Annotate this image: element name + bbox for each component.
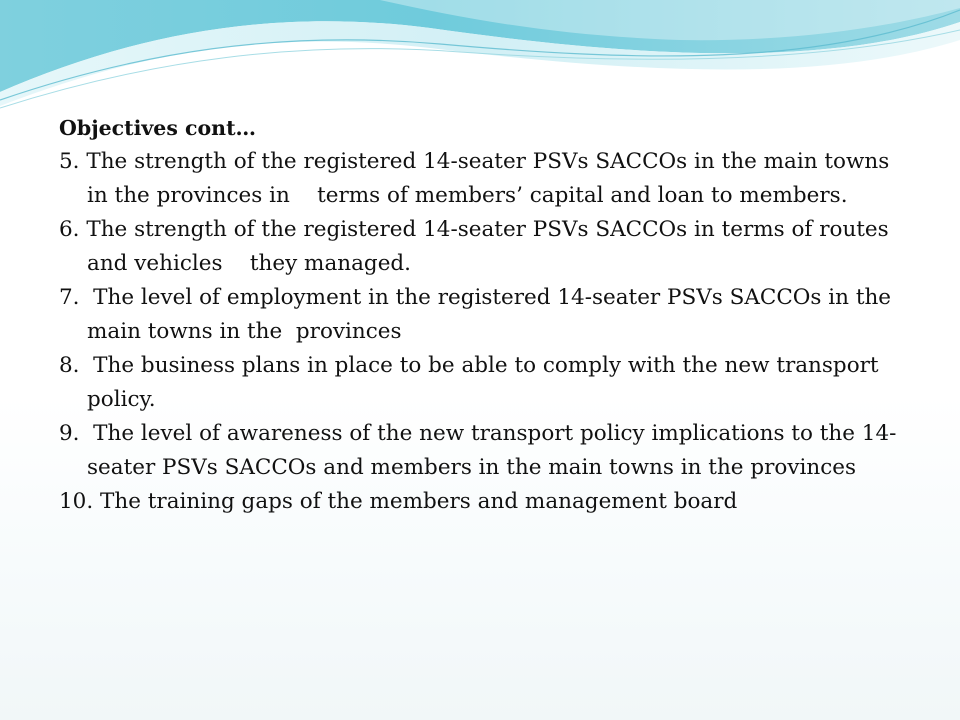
slide-body [59,111,909,519]
objective-item [59,349,909,417]
objective-item [59,213,909,281]
objective-item-text: 6. The strength of the registered 14-seater PSVs SACCOs in terms of routes and vehicles they managed. [59,217,896,276]
objective-item [59,417,909,485]
objective-item-text: 5. The strength of the registered 14-seater PSVs SACCOs in the main towns in the provinces in terms of members’ capital and loan to members. [59,149,897,208]
objective-item-text: 8. The business plans in place to be able to comply with the new transport policy. [59,353,886,412]
objective-item-text: 7. The level of employment in the registered 14-seater PSVs SACCOs in the main towns in the provinces [59,285,898,344]
objective-item-text: 9. The level of awareness of the new transport policy implications to the 14-seater PSVs SACCOs and members in the main towns in the provinces [59,421,897,480]
objective-item [59,281,909,349]
objective-item-text: 10. The training gaps of the members and management board [59,489,738,514]
objective-item [59,145,909,213]
header-wave-decoration [0,0,960,120]
objective-item [59,485,909,519]
slide-heading: Objectives cont… [59,116,257,140]
